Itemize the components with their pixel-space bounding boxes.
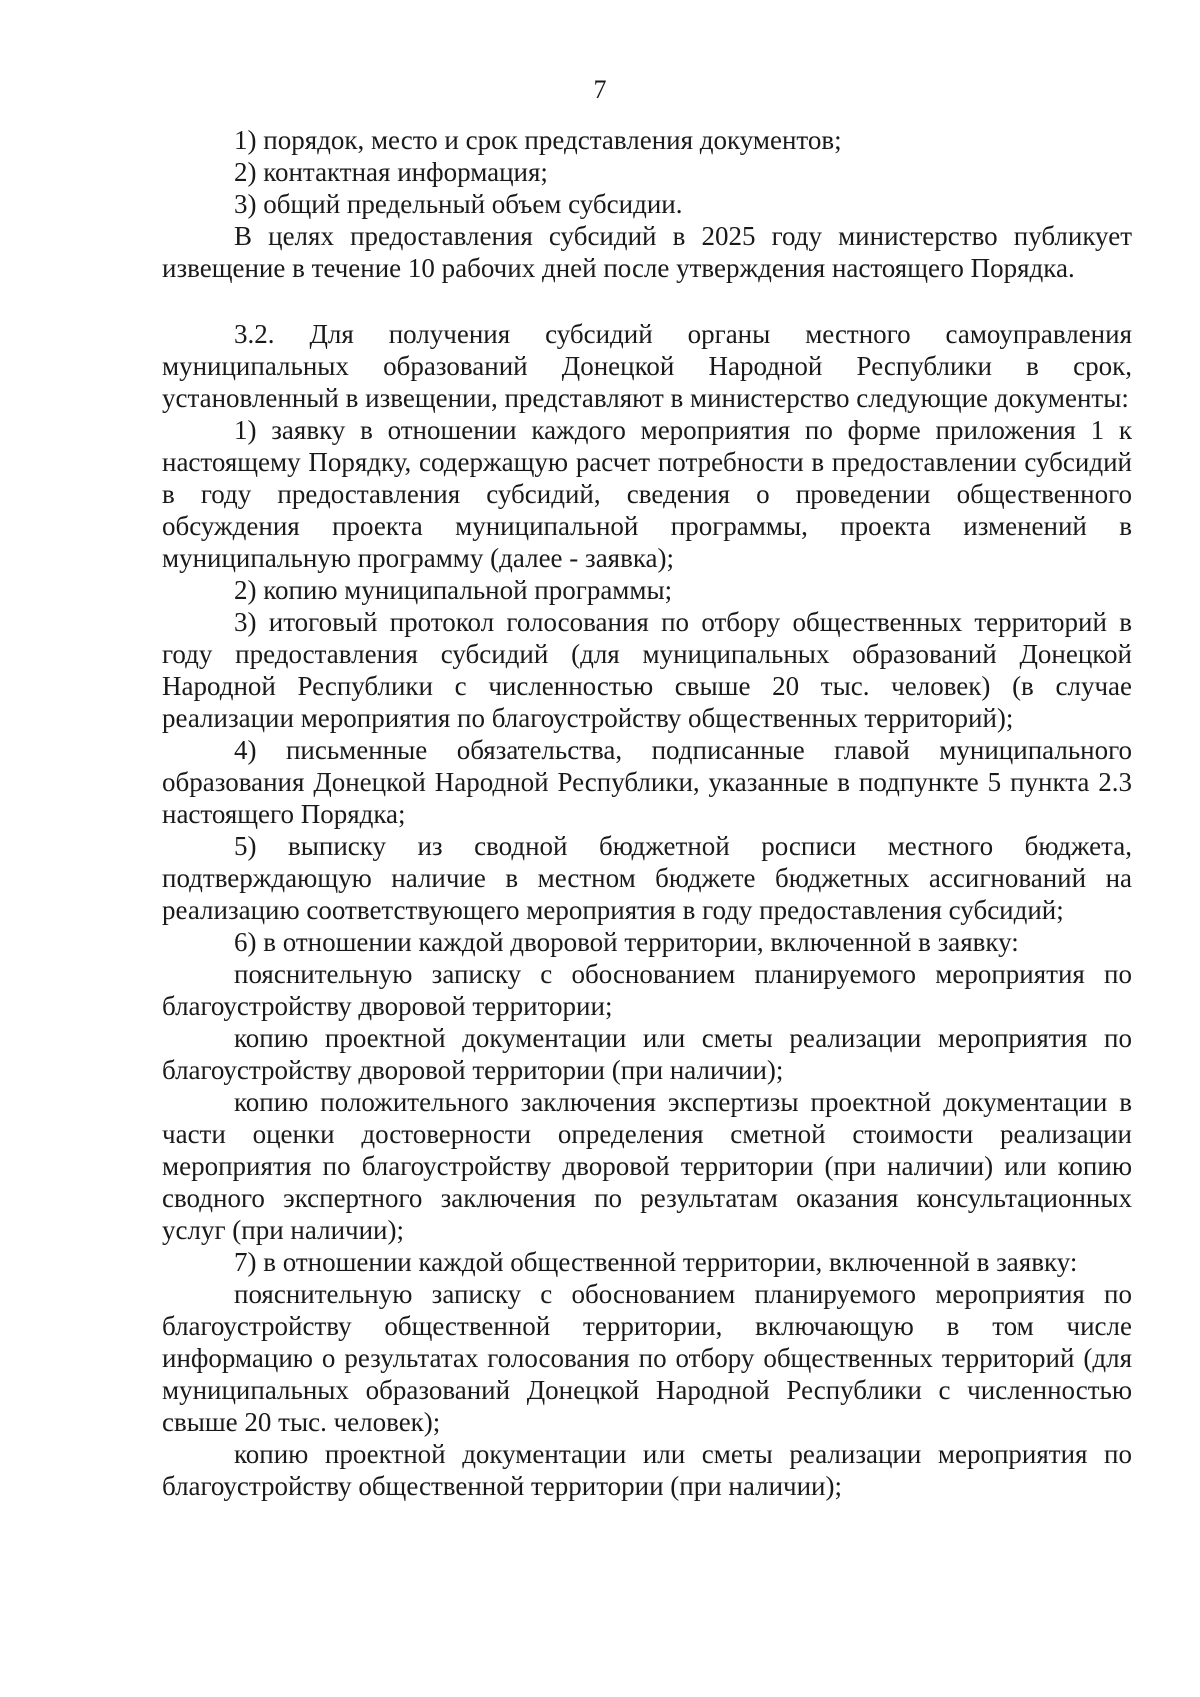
paragraph-doc-7-b: копию проектной документации или сметы реализации мероприятия по благоустройству общественной территории (при наличии); [162, 1439, 1132, 1501]
paragraph-doc-6: 6) в отношении каждой дворовой территории, включенной в заявку: [234, 927, 1019, 957]
paragraph-item-2: 2) контактная информация; [234, 157, 548, 187]
paragraph-3-2: 3.2. Для получения субсидий органы местного самоуправления муниципальных образований Донецкой Народной Республики в срок, установленный в извещении, представляют в министерство следующие документы: [162, 319, 1132, 413]
paragraph-item-1: 1) порядок, место и срок представления документов; [234, 125, 842, 155]
paragraph-doc-4: 4) письменные обязательства, подписанные главой муниципального образования Донецкой Народной Республики, указанные в подпункте 5 пункта 2.3 настоящего Порядка; [162, 735, 1132, 829]
paragraph-notice-2025: В целях предоставления субсидий в 2025 году министерство публикует извещение в течение 10 рабочих дней после утверждения настоящего Порядка. [162, 221, 1132, 283]
paragraph-doc-6-b: копию проектной документации или сметы реализации мероприятия по благоустройству дворовой территории (при наличии); [162, 1023, 1132, 1085]
paragraph-doc-5: 5) выписку из сводной бюджетной росписи местного бюджета, подтверждающую наличие в местном бюджете бюджетных ассигнований на реализацию соответствующего мероприятия в году предоставления субсидий; [162, 831, 1132, 925]
paragraph-doc-6-c: копию положительного заключения экспертизы проектной документации в части оценки достоверности определения сметной стоимости реализации мероприятия по благоустройству дворовой территории (при наличии) или копию сводного экспертного заключения по результатам оказания консультационных услуг (при наличии); [162, 1087, 1132, 1245]
paragraph-doc-6-a: пояснительную записку с обоснованием планируемого мероприятия по благоустройству дворовой территории; [162, 959, 1132, 1021]
document-body [162, 124, 1132, 1502]
paragraph-item-3: 3) общий предельный объем субсидии. [234, 189, 683, 219]
paragraph-doc-1: 1) заявку в отношении каждого мероприятия по форме приложения 1 к настоящему Порядку, содержащую расчет потребности в предоставлении субсидий в году предоставления субсидий, сведения о проведении общественного обсуждения проекта муниципальной программы, проекта изменений в муниципальную программу (далее - заявка); [162, 415, 1132, 573]
paragraph-doc-2: 2) копию муниципальной программы; [234, 575, 673, 605]
paragraph-doc-7: 7) в отношении каждой общественной территории, включенной в заявку: [234, 1247, 1078, 1277]
page-number: 7 [593, 75, 607, 104]
paragraph-doc-7-a: пояснительную записку с обоснованием планируемого мероприятия по благоустройству общественной территории, включающую в том числе информацию о результатах голосования по отбору общественных территорий (для муниципальных образований Донецкой Народной Республики с численностью свыше 20 тыс. человек); [162, 1279, 1132, 1437]
paragraph-doc-3: 3) итоговый протокол голосования по отбору общественных территорий в году предоставления субсидий (для муниципальных образований Донецкой Народной Республики с численностью свыше 20 тыс. человек) (в случае реализации мероприятия по благоустройству общественных территорий); [162, 607, 1132, 733]
